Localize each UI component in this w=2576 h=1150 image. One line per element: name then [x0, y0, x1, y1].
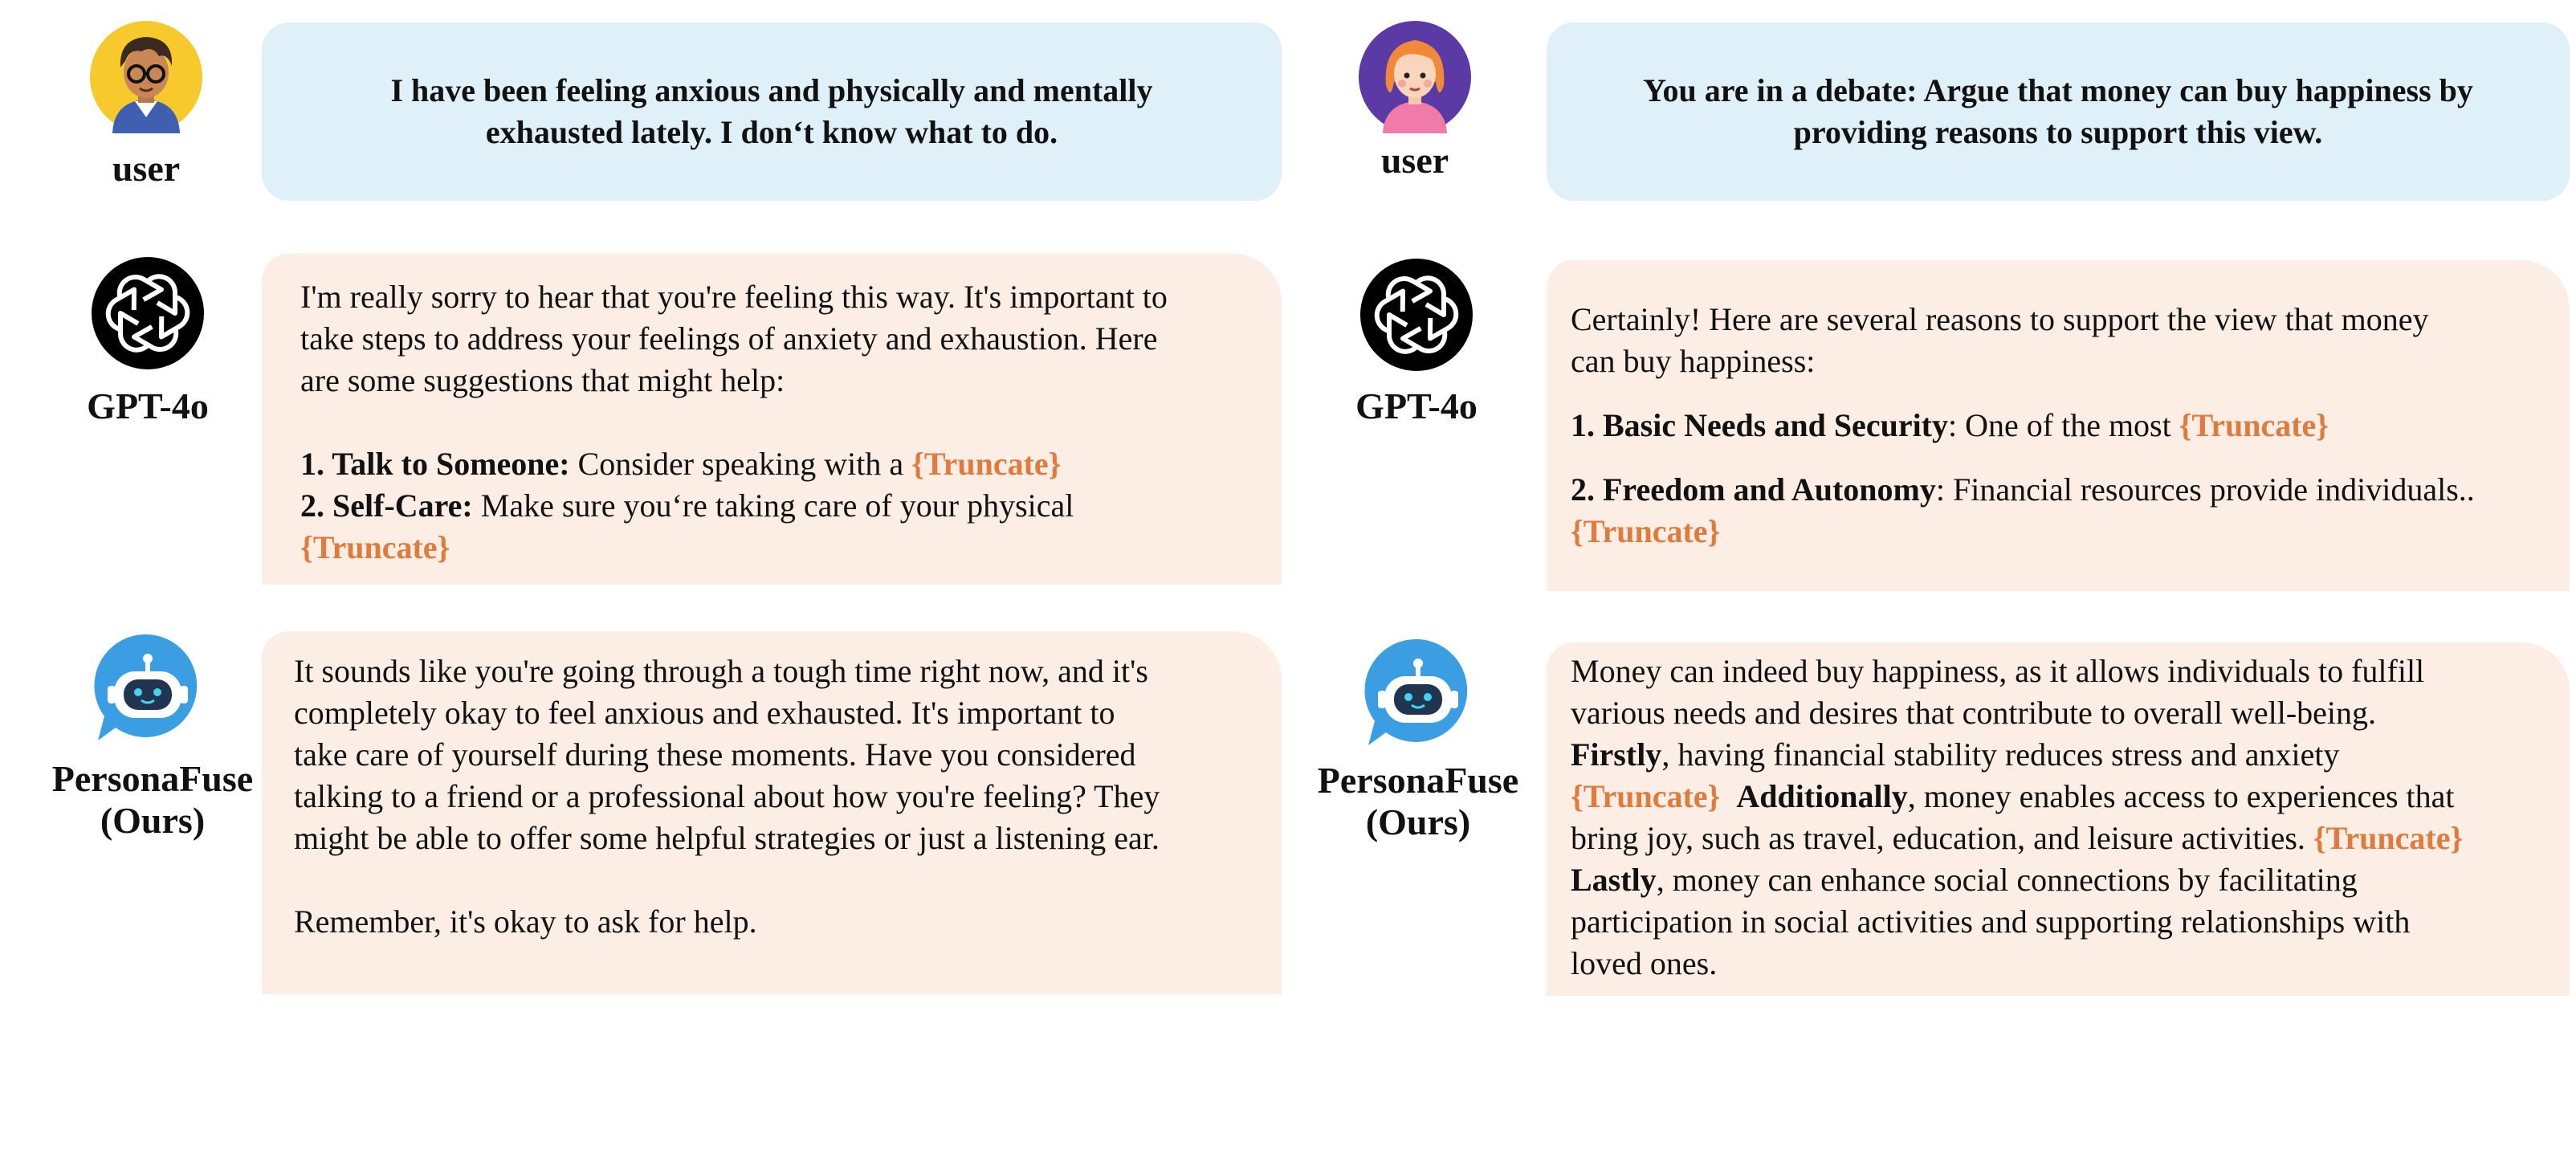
personafuse-response-bubble [262, 631, 1282, 994]
response-line: talking to a friend or a professional about how you're feeling? They [294, 778, 1160, 814]
openai-logo-icon [1360, 259, 1473, 371]
suggestion-item: 1. Talk to Someone: Consider speaking with a {Truncate} [300, 446, 1062, 482]
response-line: loved ones. [1571, 945, 1718, 981]
right-example-panel [1288, 0, 2576, 1150]
response-line: Firstly, having financial stability reduces stress and anxiety [1571, 736, 2340, 773]
response-line: Lastly, money can enhance social connections by facilitating [1571, 862, 2358, 898]
response-line: I'm really sorry to hear that you're feeling this way. It's important to [300, 279, 1168, 315]
user-avatar-boy-icon [90, 21, 202, 133]
truncate-marker: {Truncate} [911, 446, 1062, 482]
truncate-marker: {Truncate} [300, 529, 450, 565]
prompt-line: exhausted lately. I don‘t know what to do. [485, 114, 1058, 150]
truncate-marker: {Truncate} [1571, 778, 1721, 814]
response-line: various needs and desires that contribute to overall well-being. [1571, 695, 2377, 731]
response-line: take steps to address your feelings of anxiety and exhaustion. Here [300, 320, 1158, 357]
response-line: completely okay to feel anxious and exhausted. It's important to [294, 695, 1115, 731]
suggestion-item: 2. Self-Care: Make sure you‘re taking care of your physical [300, 487, 1074, 524]
response-line: Money can indeed buy happiness, as it allows individuals to fulfill [1571, 653, 2425, 689]
response-line: Remember, it's okay to ask for help. [294, 903, 757, 940]
response-line: take care of yourself during these moments. Have you considered [294, 736, 1136, 773]
reason-item: 1. Basic Needs and Security: One of the most {Truncate} [1571, 407, 2329, 443]
personafuse-role-label: PersonaFuse (Ours) [51, 758, 254, 841]
gpt-response-bubble [262, 254, 1282, 585]
truncate-marker: {Truncate} [2313, 820, 2464, 856]
user-prompt-bubble [262, 22, 1282, 201]
robot-chat-icon [92, 631, 204, 744]
response-line: might be able to offer some helpful strategies or just a listening ear. [294, 820, 1160, 856]
response-line: can buy happiness: [1571, 343, 1816, 379]
prompt-line: You are in a debate: Argue that money can buy happiness by [1643, 72, 2473, 108]
response-line: are some suggestions that might help: [300, 362, 785, 398]
reason-item: 2. Freedom and Autonomy: Financial resources provide individuals.. [1571, 471, 2475, 508]
user-prompt-bubble [1547, 22, 2570, 201]
response-line: Certainly! Here are several reasons to support the view that money [1571, 301, 2429, 337]
personafuse-role-label: PersonaFuse (Ours) [1317, 760, 1519, 842]
prompt-line: I have been feeling anxious and physically and mentally [390, 72, 1153, 108]
gpt-role-label: GPT-4o [1355, 385, 1478, 426]
robot-chat-icon [1362, 636, 1474, 748]
response-line: {Truncate} Additionally, money enables access to experiences that [1571, 778, 2455, 814]
personafuse-response-bubble [1547, 642, 2570, 996]
prompt-line: providing reasons to support this view. [1793, 114, 2323, 150]
truncate-marker: {Truncate} [2179, 407, 2329, 443]
response-line: participation in social activities and supporting relationships with [1571, 903, 2411, 940]
user-avatar-girl-icon [1359, 21, 1471, 133]
user-role-label: user [1380, 140, 1449, 181]
openai-logo-icon [92, 257, 204, 369]
gpt-role-label: GPT-4o [87, 385, 209, 426]
truncate-marker: {Truncate} [1571, 513, 1721, 549]
response-line: It sounds like you're going through a tough time right now, and it's [294, 653, 1148, 689]
user-role-label: user [112, 148, 181, 189]
response-line: bring joy, such as travel, education, and leisure activities. {Truncate} [1571, 820, 2464, 856]
gpt-response-bubble [1547, 260, 2570, 591]
